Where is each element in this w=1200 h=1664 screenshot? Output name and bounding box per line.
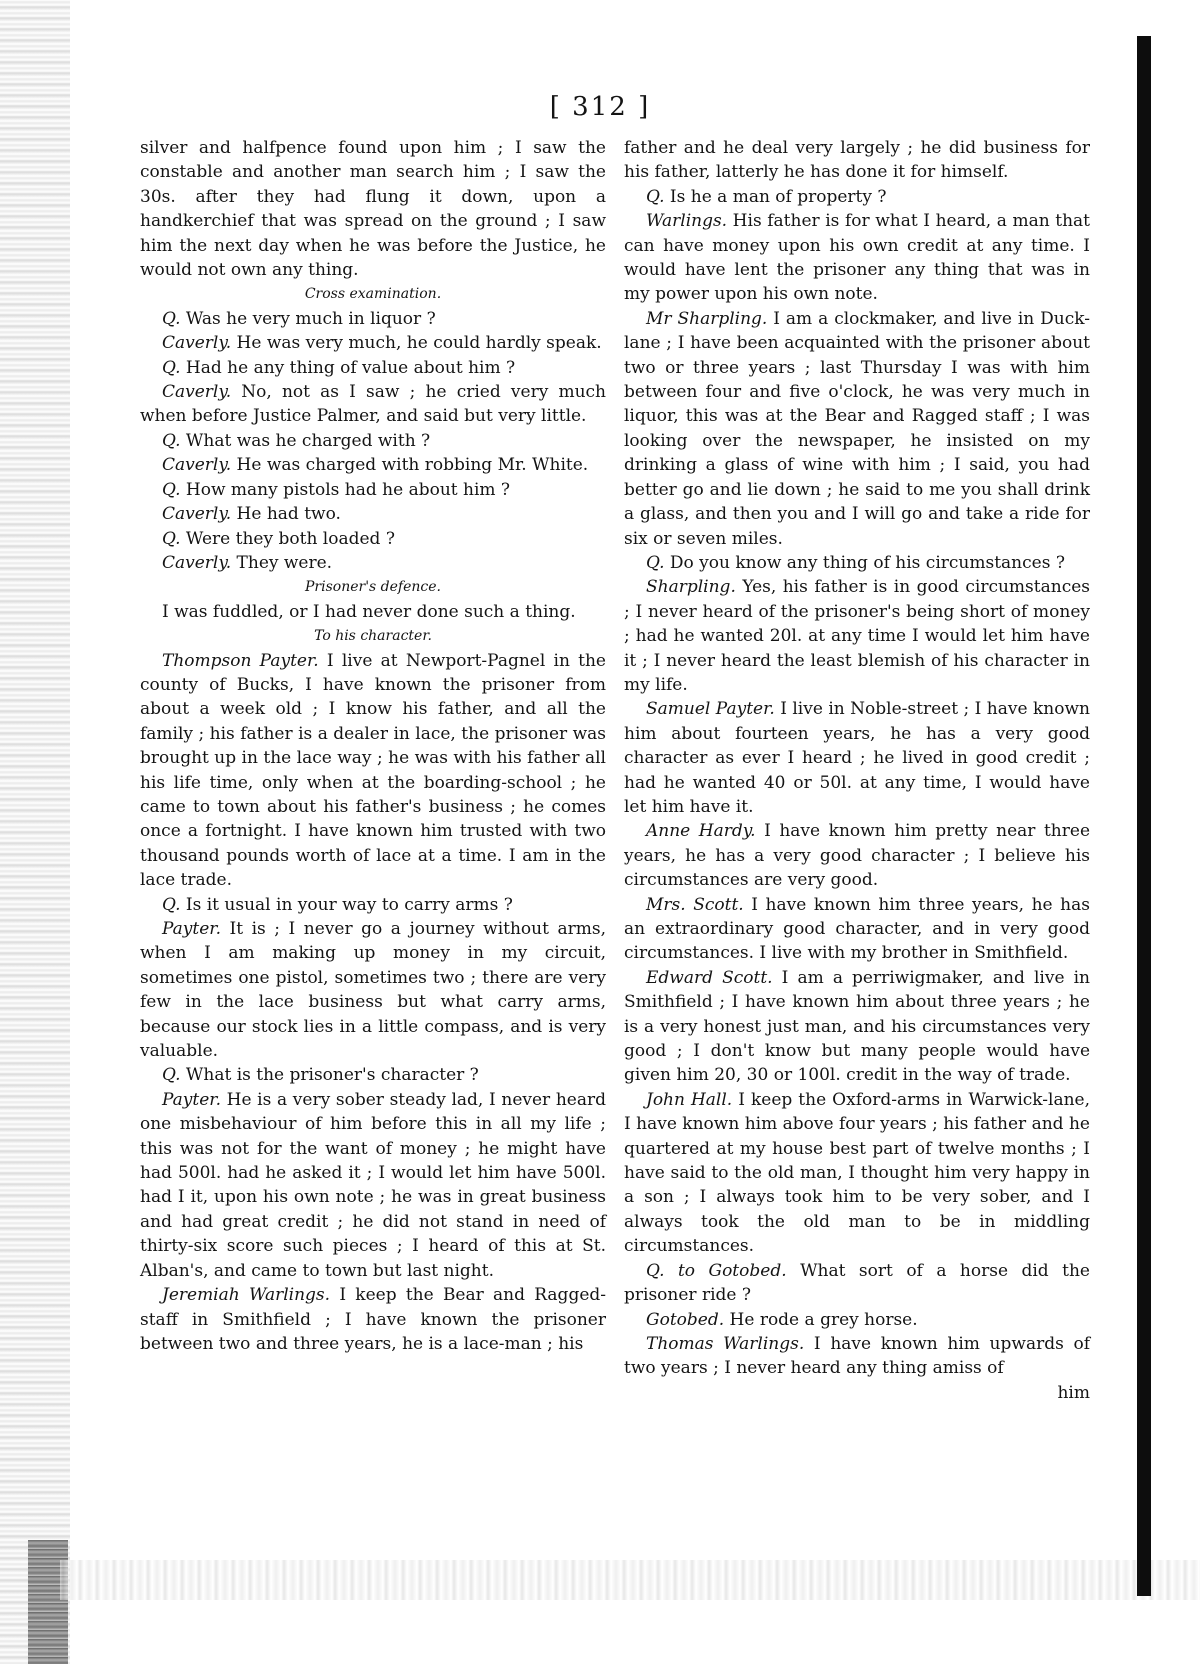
page-number: [ 312 ]: [549, 92, 651, 122]
testimony-paragraph: [140, 649, 606, 893]
right-column: [624, 136, 1090, 1405]
speaker-name: John Hall.: [646, 1089, 733, 1110]
left-column: [140, 136, 606, 1356]
testimony-text: They were.: [231, 552, 333, 573]
testimony-text: He is a very sober steady lad, I never heard one misbehaviour of him before this in all my life ; this was not for the want of money ; he might have had 500l. had he asked it ; I would let him have 500l. had I it, upon his own note ; he was in great business and had great credit ; he did not stand in need of thirty-six score such pieces ; I heard of this at St. Alban's, and came to town but last night.: [140, 1089, 606, 1281]
catchword: him: [1057, 1382, 1090, 1403]
testimony-paragraph: [624, 1308, 1090, 1332]
speaker-name: Thomas Warlings.: [646, 1333, 805, 1354]
section-heading: Cross examination.: [304, 286, 442, 303]
testimony-text: His father is for what I heard, a man that can have money upon his own credit at any time. I would have lent the prisoner any thing that was in my power upon his own note.: [624, 211, 1090, 305]
testimony-text: What sort of a horse did the prisoner ride ?: [624, 1260, 1090, 1306]
testimony-paragraph: [140, 600, 606, 624]
speaker-name: Q. to Gotobed.: [646, 1260, 787, 1281]
testimony-paragraph: [140, 1063, 606, 1087]
continuation-paragraph: silver and halfpence found upon him ; I saw the constable and another man search him ; I saw the 30s. after they had flung it down, upon a handkerchief that was spread on the ground ; I saw him the next day when he was before the Justice, he would not own any thing.: [140, 138, 606, 281]
testimony-text: Do you know any thing of his circumstances ?: [664, 552, 1065, 573]
speaker-name: Q.: [162, 479, 181, 500]
scan-edge-bottom: [60, 1560, 1200, 1600]
speaker-name: Jeremiah Warlings.: [162, 1285, 331, 1306]
speaker-name: Q.: [646, 186, 665, 207]
speaker-name: Q.: [162, 528, 181, 549]
testimony-paragraph: [140, 527, 606, 551]
speaker-name: Gotobed.: [646, 1309, 725, 1330]
testimony-paragraph: [140, 356, 606, 380]
testimony-paragraph: [624, 185, 1090, 209]
speaker-name: Q.: [162, 1065, 181, 1086]
section-heading: To his character.: [314, 628, 432, 645]
speaker-name: Mrs. Scott.: [646, 894, 744, 915]
testimony-paragraph: [140, 893, 606, 917]
speaker-name: Samuel Payter.: [646, 699, 775, 720]
speaker-name: Q.: [162, 357, 181, 378]
testimony-paragraph: [624, 307, 1090, 551]
binding-gutter-bar: [1137, 36, 1151, 1596]
testimony-text: Yes, his father is in good circumstances ; I never heard of the prisoner's being short of money ; had he wanted 20l. at any time I would let him have it ; I never heard the least blemish of his character in my life.: [624, 577, 1090, 695]
speaker-name: Caverly.: [162, 504, 232, 525]
testimony-paragraph: [624, 697, 1090, 819]
speaker-name: Payter.: [162, 919, 221, 939]
testimony-text: I keep the Bear and Ragged-staff in Smithfield ; I have known the prisoner between two and three years, he is a lace-man ; his: [140, 1285, 607, 1354]
testimony-paragraph: [140, 429, 606, 453]
speaker-name: Caverly.: [162, 552, 232, 573]
testimony-text: I am a perriwigmaker, and live in Smithfield ; I have known him about three years ; he is a very honest just man, and his circumstances very good ; I don't know but many people would have given him 20, 30 or 100l. credit in the way of trade.: [624, 967, 1090, 1086]
speaker-name: Sharpling.: [646, 577, 736, 598]
testimony-text: I keep the Oxford-arms in Warwick-lane, I have known him above four years ; his father and he quartered at my house best part of twelve months ; I have said to the old man, I thought him very happy in a son ; I always took him to be very sober, and I always took the old man to be in middling circumstances.: [624, 1089, 1091, 1257]
testimony-paragraph: [140, 453, 606, 477]
speaker-name: Caverly.: [162, 333, 232, 354]
testimony-text: Is it usual in your way to carry arms ?: [180, 894, 513, 915]
testimony-text: I have known him three years, he has an extraordinary good character, and in very good circumstances. I live with my brother in Smithfield.: [624, 894, 1090, 964]
testimony-text: I live at Newport-Pagnel in the county of Bucks, I have known the prisoner from about a week old ; I know his father, and all the family ; his father is a dealer in lace, the prisoner was brought up in the lace way ; he was with his father all his life time, only when at the boarding-school ; he came to town about his father's business ; he comes once a fortnight. I have known him trusted with two thousand pounds worth of lace at a time. I am in the lace trade.: [140, 650, 606, 891]
speaker-name: Q.: [162, 430, 181, 451]
testimony-text: He rode a grey horse.: [724, 1309, 918, 1330]
section-heading: Prisoner's defence.: [305, 579, 441, 596]
testimony-paragraph: [624, 1332, 1090, 1381]
testimony-paragraph: [140, 551, 606, 575]
speaker-name: Q.: [162, 308, 181, 329]
scan-edge-shadow: [28, 1540, 68, 1664]
speaker-name: Mr Sharpling.: [646, 308, 768, 329]
testimony-text: He was charged with robbing Mr. White.: [231, 455, 589, 476]
testimony-paragraph: [140, 502, 606, 526]
testimony-text: He had two.: [231, 504, 341, 525]
testimony-paragraph: [140, 380, 606, 429]
testimony-paragraph: [140, 478, 606, 502]
testimony-text: I am a clockmaker, and live in Duck-lane ; I have been acquainted with the prisoner about two or three years ; last Thursday I was with him between four and five o'clock, he was very much in liquor, this was at the Bear and Ragged staff ; I was looking over the newspaper, he insisted on my drinking a glass of wine with him ; I said, you had better go and lie down ; he said to me you shall drink a glass, and then you and I will go and take a ride for six or seven miles.: [624, 308, 1090, 549]
testimony-paragraph: [140, 307, 606, 331]
testimony-text: I live in Noble-street ; I have known him about fourteen years, he has a very good character as ever I heard ; he lived in good credit ; had he wanted 40 or 50l. at any time, I would have let him have it.: [624, 699, 1090, 817]
speaker-name: Edward Scott.: [646, 967, 773, 988]
testimony-text: I have known him pretty near three years, he has a very good character ; I believe his circumstances are very good.: [624, 821, 1090, 891]
testimony-paragraph: [140, 331, 606, 355]
speaker-name: Q.: [162, 894, 181, 915]
testimony-text: Were they both loaded ?: [180, 528, 395, 549]
testimony-text: It is ; I never go a journey without arms, when I am making up money in my circuit, sometimes one pistol, sometimes two ; there are very few in the lace business but what carry arms, because our stock lies in a little compass, and is very valuable.: [140, 919, 606, 1062]
testimony-paragraph: [624, 1259, 1090, 1308]
testimony-paragraph: [140, 1088, 606, 1283]
testimony-paragraph: [140, 1283, 606, 1356]
testimony-text: Had he any thing of value about him ?: [180, 357, 516, 378]
testimony-text: What was he charged with ?: [180, 430, 431, 451]
speaker-name: Caverly.: [162, 455, 232, 476]
testimony-text: I have known him upwards of two years ; I never heard any thing amiss of: [624, 1333, 1091, 1379]
testimony-text: No, not as I saw ; he cried very much when before Justice Palmer, and said but very little.: [140, 382, 606, 427]
testimony-paragraph: [624, 893, 1090, 966]
testimony-text: How many pistols had he about him ?: [180, 479, 511, 500]
testimony-text: I was fuddled, or I had never done such a thing.: [162, 601, 576, 622]
testimony-paragraph: [624, 551, 1090, 575]
testimony-paragraph: [624, 819, 1090, 892]
speaker-name: Warlings.: [646, 211, 728, 232]
speaker-name: Q.: [646, 552, 665, 573]
testimony-paragraph: [624, 209, 1090, 307]
testimony-paragraph: [624, 575, 1090, 697]
testimony-text: What is the prisoner's character ?: [180, 1065, 479, 1086]
testimony-paragraph: [624, 966, 1090, 1088]
testimony-text: Is he a man of property ?: [664, 186, 887, 207]
speaker-name: Payter.: [162, 1089, 221, 1110]
speaker-name: Anne Hardy.: [646, 821, 756, 842]
speaker-name: Caverly.: [162, 382, 232, 403]
testimony-text: Was he very much in liquor ?: [180, 308, 436, 329]
testimony-paragraph: [140, 917, 606, 1063]
speaker-name: Thompson Payter.: [162, 650, 319, 671]
continuation-paragraph: father and he deal very largely ; he did business for his father, latterly he has done it for himself.: [624, 138, 1090, 183]
scan-edge-left: [0, 0, 70, 1664]
testimony-paragraph: [624, 1088, 1090, 1259]
testimony-text: He was very much, he could hardly speak.: [231, 333, 602, 354]
